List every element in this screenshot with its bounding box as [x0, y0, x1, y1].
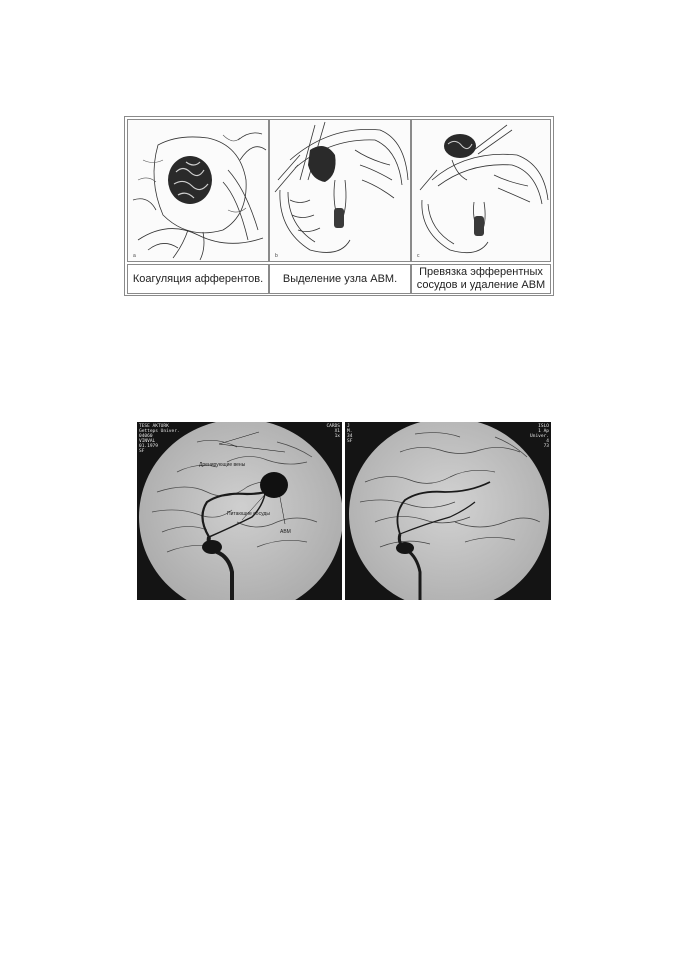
surgery-illustration-table [124, 116, 554, 296]
illustration-avm-removal [411, 119, 551, 262]
caption-avm-removal: Превязка эфферентных сосудов и удаление АВМ [411, 264, 551, 294]
illustration-coagulation [127, 119, 269, 262]
overlay-top-left: J M. 34 SF [347, 424, 353, 444]
panel-mark-a: a [133, 253, 136, 259]
illustration-avm-dissection [269, 119, 411, 262]
label-draining-veins: Дренирующие вены [199, 462, 246, 468]
angiogram-before [137, 422, 342, 600]
label-avm: АВМ [280, 529, 291, 535]
panel-mark-c: c [417, 253, 420, 259]
panel-mark-b: b [275, 253, 278, 259]
label-feeding-vessels: Питающие сосуды [227, 511, 270, 517]
caption-avm-dissection: Выделение узла АВМ. [269, 264, 411, 294]
angiogram-after [345, 422, 551, 600]
caption-coagulation: Коагуляция афферентов. [127, 264, 269, 294]
overlay-top-left: TESE AKTURK Getteps Univer. 04060 VINVAL 01.1979 SF [139, 424, 180, 454]
overlay-top-right: CARDS X1 1x [326, 424, 340, 439]
overlay-top-right: ISLO 1 Ap Univer. 4 73 [530, 424, 549, 449]
